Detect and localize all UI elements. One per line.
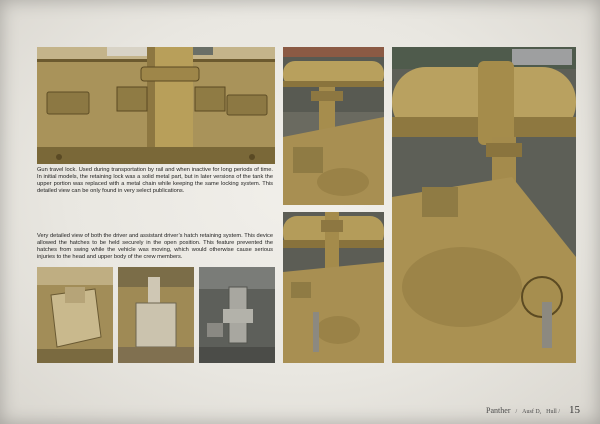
photo-travel-lock-closeup	[392, 47, 576, 363]
footer-variant: Ausf D,	[522, 409, 542, 415]
photo-hatch-lock-left	[37, 267, 113, 363]
footer-separator: /	[515, 409, 518, 415]
photo-travel-lock-front	[283, 212, 384, 363]
photo-travel-lock-side	[283, 47, 384, 205]
page-number: 15	[569, 404, 580, 416]
caption-hatch-retaining: Very detailed view of both the driver and assistant driver’s hatch retaining system. This device allowed the hatches to be held securely in the open position. This feature prevented the hatches from swing while the vehicle was moving, which would otherwise cause serious injuries to the head and upper body of the crew members.	[37, 233, 273, 261]
photo-travel-lock-base	[37, 47, 275, 164]
footer-title: Panther	[486, 406, 511, 415]
footer-section: Hull /	[546, 409, 560, 415]
caption-travel-lock: Gun travel lock. Used during transportation by rail and when inactive for long periods of time. In initial models, the retaining lock was a solid metal part, but in later versions of the tank the upper portion was replaced with a metal chain while keeping the same locking system. This detailed view can be only found in very select publications.	[37, 167, 273, 195]
page-footer	[486, 404, 580, 418]
photo-hatch-lock-right	[199, 267, 275, 363]
photo-hatch-lock-middle	[118, 267, 194, 363]
